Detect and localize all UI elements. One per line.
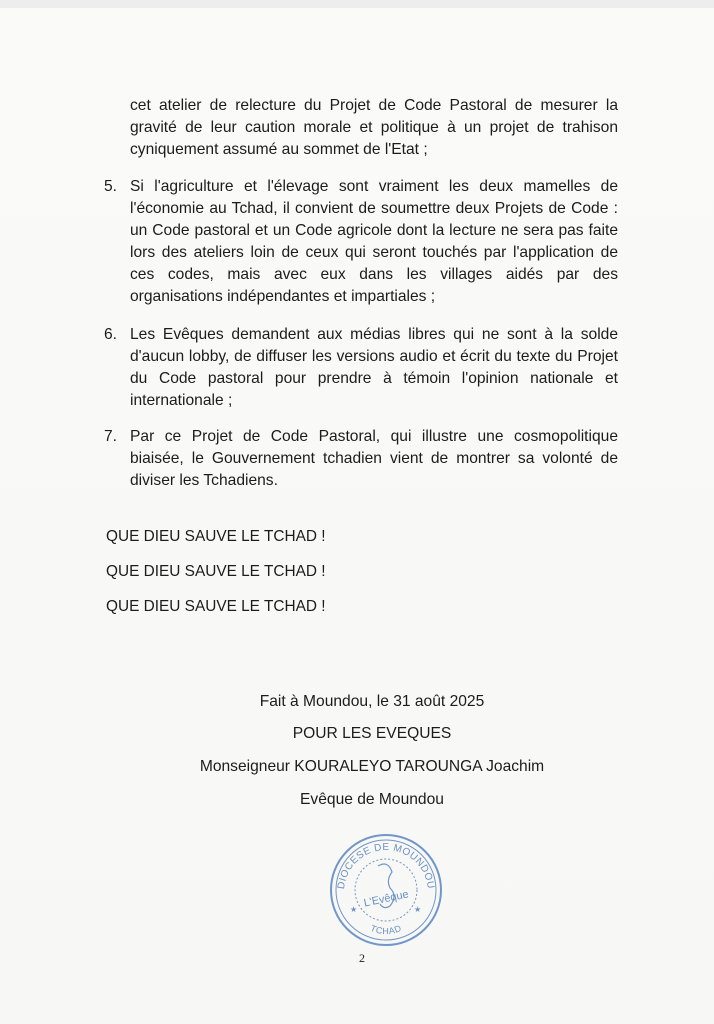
list-item	[104, 176, 618, 308]
signatory-title: Evêque de Moundou	[300, 791, 444, 808]
page-number: 2	[359, 951, 365, 965]
exclamation-line: QUE DIEU SAUVE LE TCHAD !	[106, 563, 326, 580]
svg-text:TCHAD	[369, 923, 403, 936]
continuation-paragraph: cet atelier de relecture du Projet de Code Pastoral de mesurer la gravité de leur caution morale et politique à un projet de trahison cyniquement assumé au sommet de l'Etat ;	[130, 97, 618, 158]
list-item	[104, 426, 618, 492]
exclamation-line: QUE DIEU SAUVE LE TCHAD !	[106, 598, 326, 615]
seal-star-left: ★	[350, 905, 358, 914]
list-item-number: 6.	[104, 326, 118, 343]
top-bar	[0, 0, 714, 8]
list-item	[104, 324, 618, 412]
list-item-text: Les Evêques demandent aux médias libres qui ne sont à la solde d'aucun lobby, de diffuser les versions audio et écrit du texte du Projet du Code pastoral pour prendre à témoin l'opinion nationale et internationale ;	[130, 326, 618, 409]
list-item-number: 7.	[104, 428, 118, 445]
diocese-seal	[326, 830, 446, 950]
for-line: POUR LES EVEQUES	[292, 725, 452, 742]
seal-bottom-text: TCHAD	[368, 922, 404, 937]
place-date: Fait à Moundou, le 31 août 2025	[259, 693, 485, 710]
seal-top-text: DIOCESE DE MOUNDOU	[336, 841, 436, 890]
signatory-name: Monseigneur KOURALEYO TAROUNGA Joachim	[199, 758, 545, 775]
svg-text:DIOCESE DE MOUNDOU	[336, 842, 436, 890]
list-item-text: Par ce Projet de Code Pastoral, qui illustre une cosmopolitique biaisée, le Gouvernement tchadien vient de montrer sa volonté de diviser les Tchadiens.	[130, 428, 618, 489]
seal-star-right: ★	[414, 905, 422, 914]
list-item-number: 5.	[104, 178, 118, 195]
document-page	[0, 8, 714, 1024]
seal-center-text: L'Evêque	[362, 888, 410, 910]
exclamation-line: QUE DIEU SAUVE LE TCHAD !	[106, 528, 326, 545]
list-item-text: Si l'agriculture et l'élevage sont vraiment les deux mamelles de l'économie au Tchad, il convient de soumettre deux Projets de Code : un Code pastoral et un Code agricole dont la lecture ne sera pas faite lors des ateliers loin de ceux qui seront touchés par l'application de ces codes, mais avec eux dans les villages aidés par des organisations indépendantes et impartiales ;	[130, 178, 618, 305]
